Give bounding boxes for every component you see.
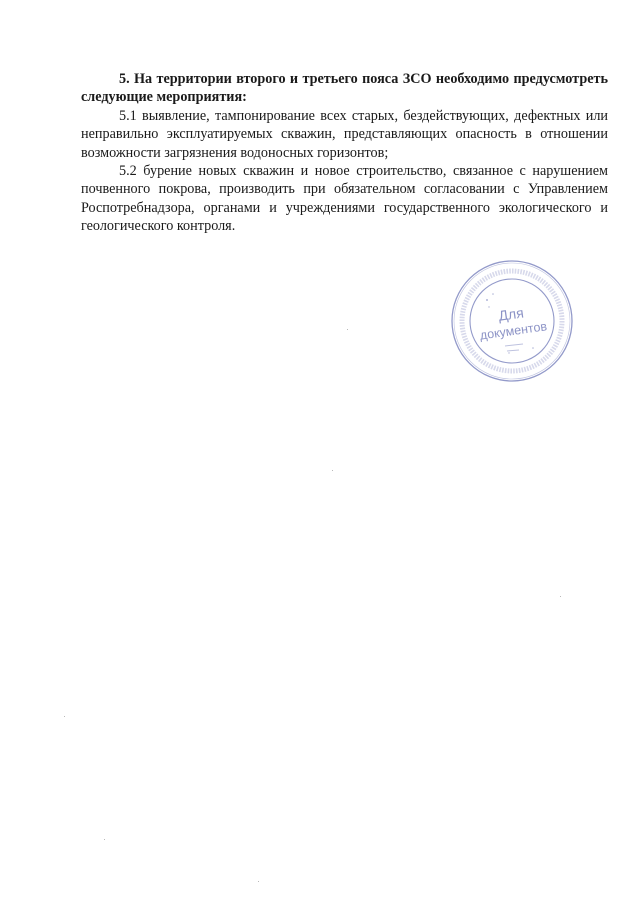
scan-speck [332, 470, 333, 471]
stamp-seal-icon [449, 258, 575, 384]
round-stamp [449, 258, 575, 384]
paragraph-item-5-2: 5.2 бурение новых скважин и новое строительство, связанное с нарушением почвенного покрова, производить при обязательном согласовании с Управлением Роспотребнадзора, органами и учреждениями государственного экологического и геологического контроля. [81, 163, 608, 235]
scan-speck [64, 716, 65, 717]
paragraph-item-5-1: 5.1 выявление, тампонирование всех старых, бездействующих, дефектных или неправильно эксплуатируемых скважин, представляющих опасность в отношении возможности загрязнения водоносных горизонтов; [81, 107, 608, 161]
document-body [81, 70, 608, 236]
scan-speck [560, 596, 561, 597]
scan-speck [347, 329, 348, 330]
scan-speck [104, 839, 105, 840]
scan-speck [258, 881, 259, 882]
stamp-text-line1: Для [497, 304, 525, 324]
stamp-text-line2: документов [478, 319, 548, 343]
section-heading: 5. На территории второго и третьего пояса ЗСО необходимо предусмотреть следующие мероприятия: [81, 71, 608, 106]
